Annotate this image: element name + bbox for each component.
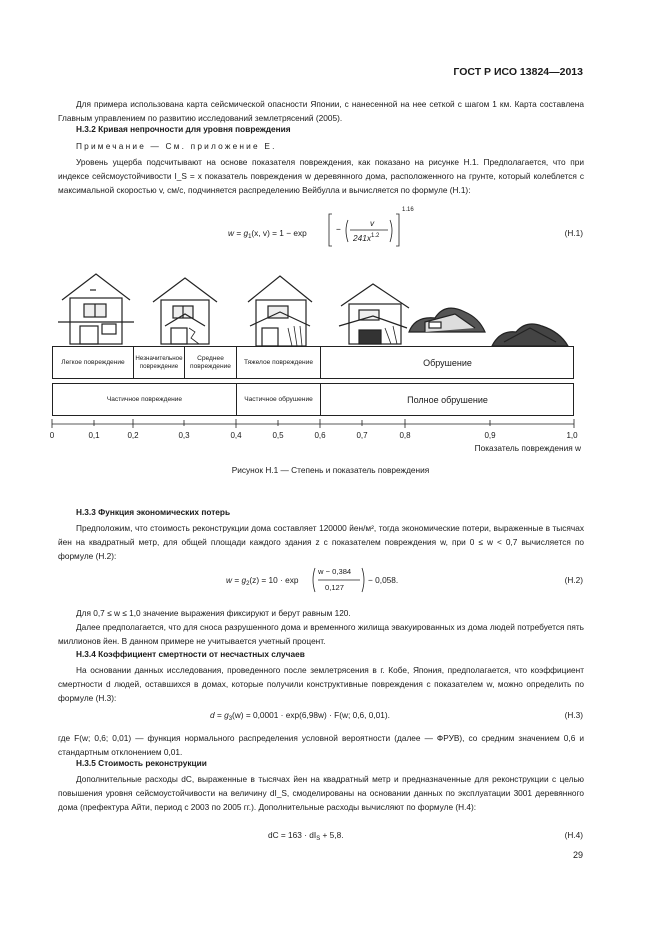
house-illustrations (50, 262, 580, 350)
tick-05: 0,5 (272, 431, 284, 440)
tick-09: 0,9 (484, 431, 496, 440)
paragraph-normal-distribution: где F(w; 0,6; 0,01) — функция нормального распределения условной вероятности (далее — ФРУВ), со средним значением 0,6 и стандартным отклонением 0,01. (58, 733, 584, 757)
equation-h1-fraction (328, 212, 408, 250)
equation-h3-number: (Н.3) (564, 710, 583, 720)
eq1-numerator: v (370, 218, 375, 228)
eq1-exponent: 1.16 (402, 207, 414, 213)
cell-medium-damage: Среднее повреждение (190, 354, 231, 370)
paragraph-reconstruction: Дополнительные расходы dC, выраженные в тысячах йен на квадратный метр и предназначенные для реконструкции с целью повышения уровня сейсмоустойчивости на величину dI_S, смоделированы на основании данных по эксплуатации 3001 деревянного дома (префектура Айти, период с 2003 по 2005 гг.). Дополнительные расходы вычисляют по формуле (Н.4): (58, 774, 584, 812)
paragraph-economic-losses: Предположим, что стоимость реконструкции дома составляет 120000 йен/м², тогда экономические потери, выраженные в тысячах йен на квадратный метр, для общей площади каждого здания z с показателем повреждения w, при 0 ≤ w < 0,7 вычисляется по формуле (Н.2): (58, 523, 584, 561)
tick-01: 0,1 (88, 431, 100, 440)
page-number: 29 (572, 850, 583, 860)
figure-houses (50, 262, 580, 350)
equation-h4-number: (Н.4) (564, 830, 583, 840)
eq2-tail: − 0,058. (368, 575, 399, 585)
cell-partial-collapse: Частичное обрушение (244, 395, 313, 403)
axis-label: Показатель повреждения w (474, 443, 581, 453)
tick-02: 0,2 (127, 431, 139, 440)
note: Примечание — См. приложение Е. (76, 141, 277, 151)
heading-h32: Н.3.2 Кривая непрочности для уровня повреждения (76, 124, 291, 134)
tick-07: 0,7 (356, 431, 368, 440)
equation-h4: dC = $163 \cdot dI_S + 5,8$. (268, 830, 344, 842)
cell-minor-damage: Незначительное повреждение (135, 354, 183, 370)
house-heavy-collapse-icon (409, 308, 485, 332)
paragraph-demolition: Далее предполагается, что для сноса разрушенного дома и временного жилища эвакуированных из дома людей потребуется пять миллионов йен. В данном примере не учитывается учетный процент. (58, 622, 584, 646)
equation-h3: $d = g_3(w) = 0,0001 \cdot \exp(6,98w) \cdot F(w$; 0,6, 0,01). (210, 710, 390, 722)
house-minor-damage-icon (153, 278, 217, 344)
house-full-collapse-icon (492, 324, 568, 346)
eq1-denominator: $241x^{1.2}$ (353, 233, 380, 243)
paragraph-fixed-value: Для 0,7 ≤ w ≤ 1,0 значение выражения фиксируют и берут равным 120. (76, 608, 351, 618)
eq2-numerator: w − 0,384 (318, 567, 352, 576)
damage-index-axis (0, 418, 661, 432)
heading-h34: Н.3.4 Коэффициент смертности от несчастных случаев (76, 649, 305, 659)
document-header: ГОСТ Р ИСО 13824—2013 (453, 66, 583, 78)
cell-partial-damage: Частичное повреждение (106, 395, 183, 403)
house-heavy-damage-icon (248, 276, 312, 346)
heading-h33: Н.3.3 Функция экономических потерь (76, 507, 231, 517)
cell-light-damage: Легкое повреждение (61, 358, 125, 366)
paragraph-map-source: Для примера использована карта сейсмической опасности Японии, с нанесенной на нее сеткой с шагом 1 км. Карта составлена Главным управлением по развитию исследований землетрясений (2005). (58, 99, 584, 123)
eq2-denominator: 0,127 (325, 583, 345, 592)
paragraph-damage-level: Уровень ущерба подсчитывают на основе показателя повреждения, как показано на рисунке Н.1. Предполагается, что при индексе сейсмоустойчивости I_S = x показатель повреждения w деревянного дома, расположенного на грунте, который колеблется с максимальной скоростью v, см/с, подчиняется распределению Вейбулла и вычисляется по формуле (Н.1): (58, 157, 584, 195)
equation-h2-number: (Н.2) (564, 575, 583, 585)
equation-h2: $w = g_2(z) = 10 \cdot \exp$ (226, 575, 299, 587)
heading-h35: Н.3.5 Стоимость реконструкции (76, 758, 207, 768)
house-partial-collapse-icon (339, 284, 409, 344)
tick-06: 0,6 (314, 431, 326, 440)
tick-08: 0,8 (399, 431, 411, 440)
cell-heavy-damage: Тяжелое повреждение (243, 358, 314, 366)
tick-10: 1,0 (566, 431, 578, 440)
cell-full-collapse: Полное обрушение (407, 394, 488, 405)
house-light-damage-icon (58, 274, 134, 344)
tick-04: 0,4 (230, 431, 242, 440)
tick-03: 0,3 (178, 431, 190, 440)
equation-h1: $w = g_1(x$, v) = 1 − exp (228, 228, 307, 240)
tick-0: 0 (49, 431, 55, 440)
equation-h1-number: (Н.1) (564, 228, 583, 238)
figure-caption: Рисунок Н.1 — Степень и показатель повреждения (231, 465, 430, 475)
paragraph-mortality: На основании данных исследования, проведенного после землетрясения в г. Кобе, Япония, предполагается, что коэффициент смертности d людей, оставшихся в домах, которые получили конструктивные повреждения с показателем w, можно определить по формуле (Н.3): (58, 665, 584, 703)
cell-collapse: Обрушение (423, 357, 472, 368)
svg-text:−: − (336, 224, 341, 234)
